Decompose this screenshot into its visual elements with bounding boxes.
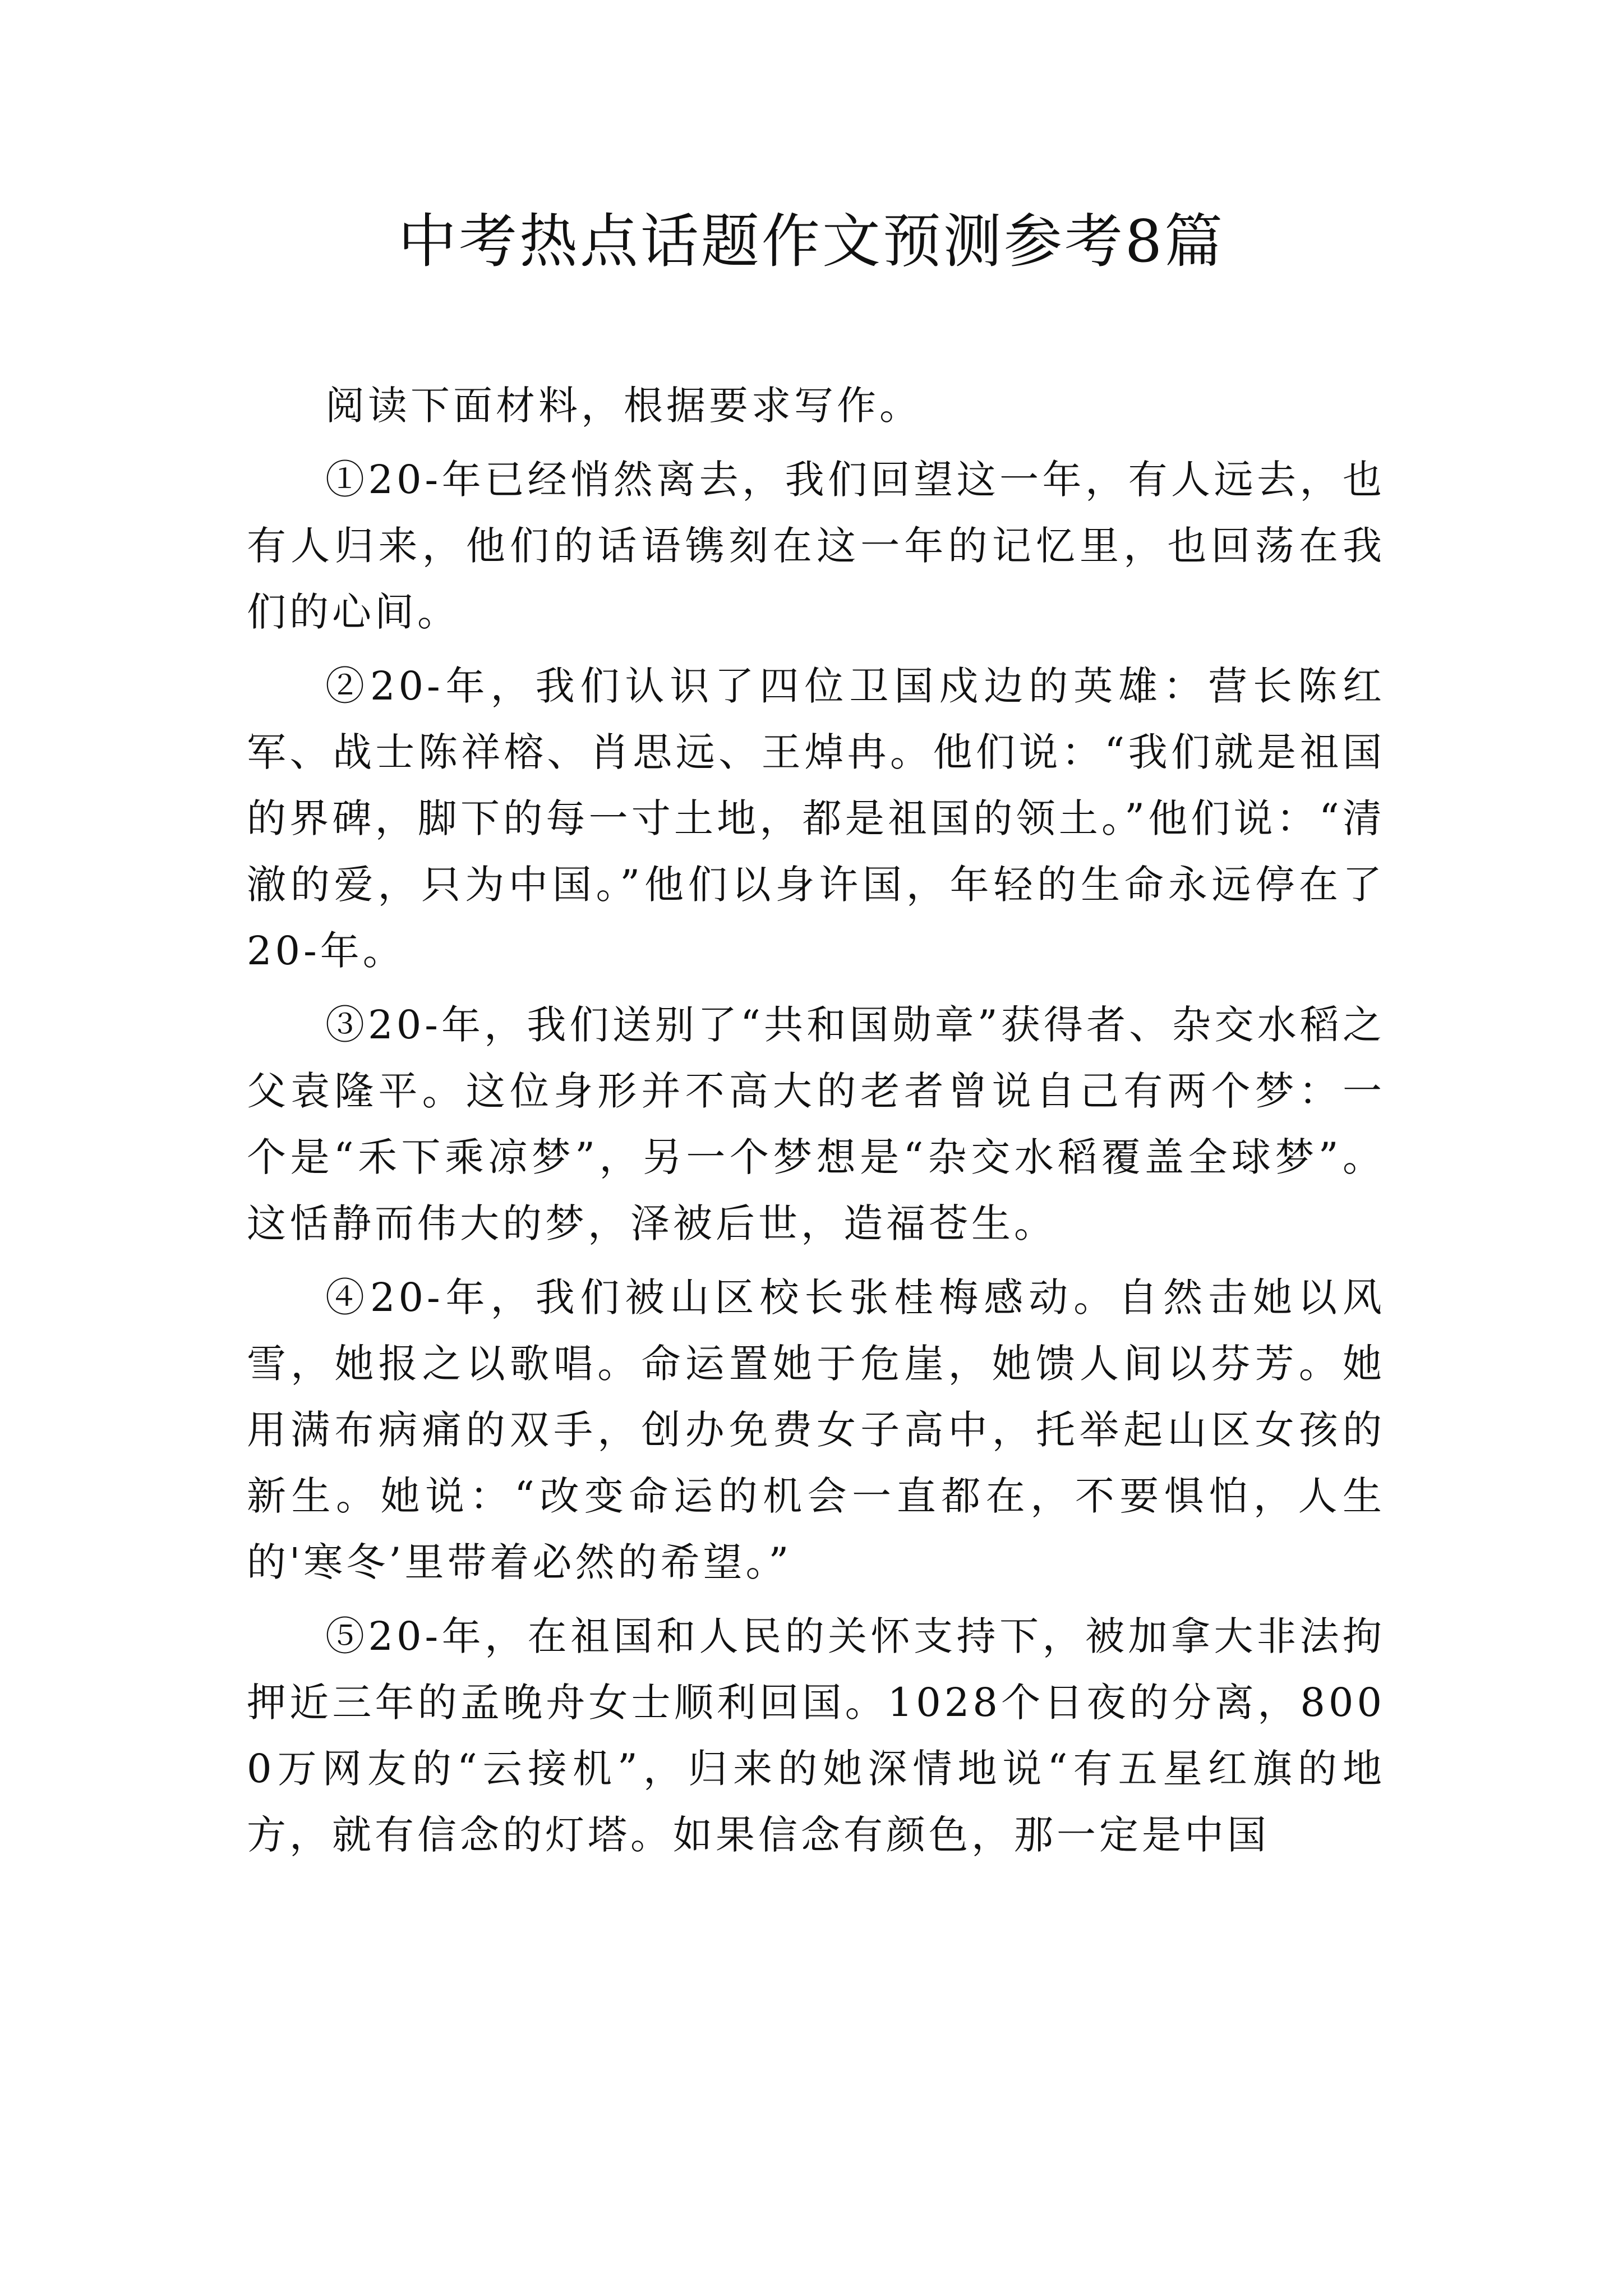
paragraph-4: ④20-年，我们被山区校长张桂梅感动。自然击她以风雪，她报之以歌唱。命运置她于危崖，她馈人间以芬芳。她用满布病痛的双手，创办免费女子高中，托举起山区女孩的新生。她说：“改变命运的机会一直都在，不要惧怕，人生的'寒冬’里带着必然的希望。”: [247, 1274, 1385, 1585]
paragraph-5: ⑤20-年，在祖国和人民的关怀支持下，被加拿大非法拘押近三年的孟晚舟女士顺利回国。1028个日夜的分离，8000万网友的“云接机”，归来的她深情地说“有五星红旗的地方，就有信念的灯塔。如果信念有颜色，那一定是中国: [247, 1613, 1385, 1858]
paragraph-3: ③20-年，我们送别了“共和国勋章”获得者、杂交水稻之父袁隆平。这位身形并不高大的老者曾说自己有两个梦：一个是“禾下乘凉梦”，另一个梦想是“杂交水稻覆盖全球梦”。这恬静而伟大的梦，泽被后世，造福苍生。: [247, 1002, 1385, 1246]
paragraph-2: ②20-年，我们认识了四位卫国戍边的英雄：营长陈红军、战士陈祥榕、肖思远、王焯冉。他们说：“我们就是祖国的界碑，脚下的每一寸土地，都是祖国的领土。”他们说：“清澈的爱，只为中国。”他们以身许国，年轻的生命永远停在了20-年。: [247, 663, 1385, 974]
document-title: 中考热点话题作文预测参考8篇: [398, 207, 1225, 275]
paragraph-instruction: 阅读下面材料，根据要求写作。: [325, 383, 922, 429]
paragraph-1: ①20-年已经悄然离去，我们回望这一年，有人远去，也有人归来，他们的话语镌刻在这一年的记忆里，也回荡在我们的心间。: [247, 457, 1385, 635]
document-body: [247, 372, 1385, 1876]
